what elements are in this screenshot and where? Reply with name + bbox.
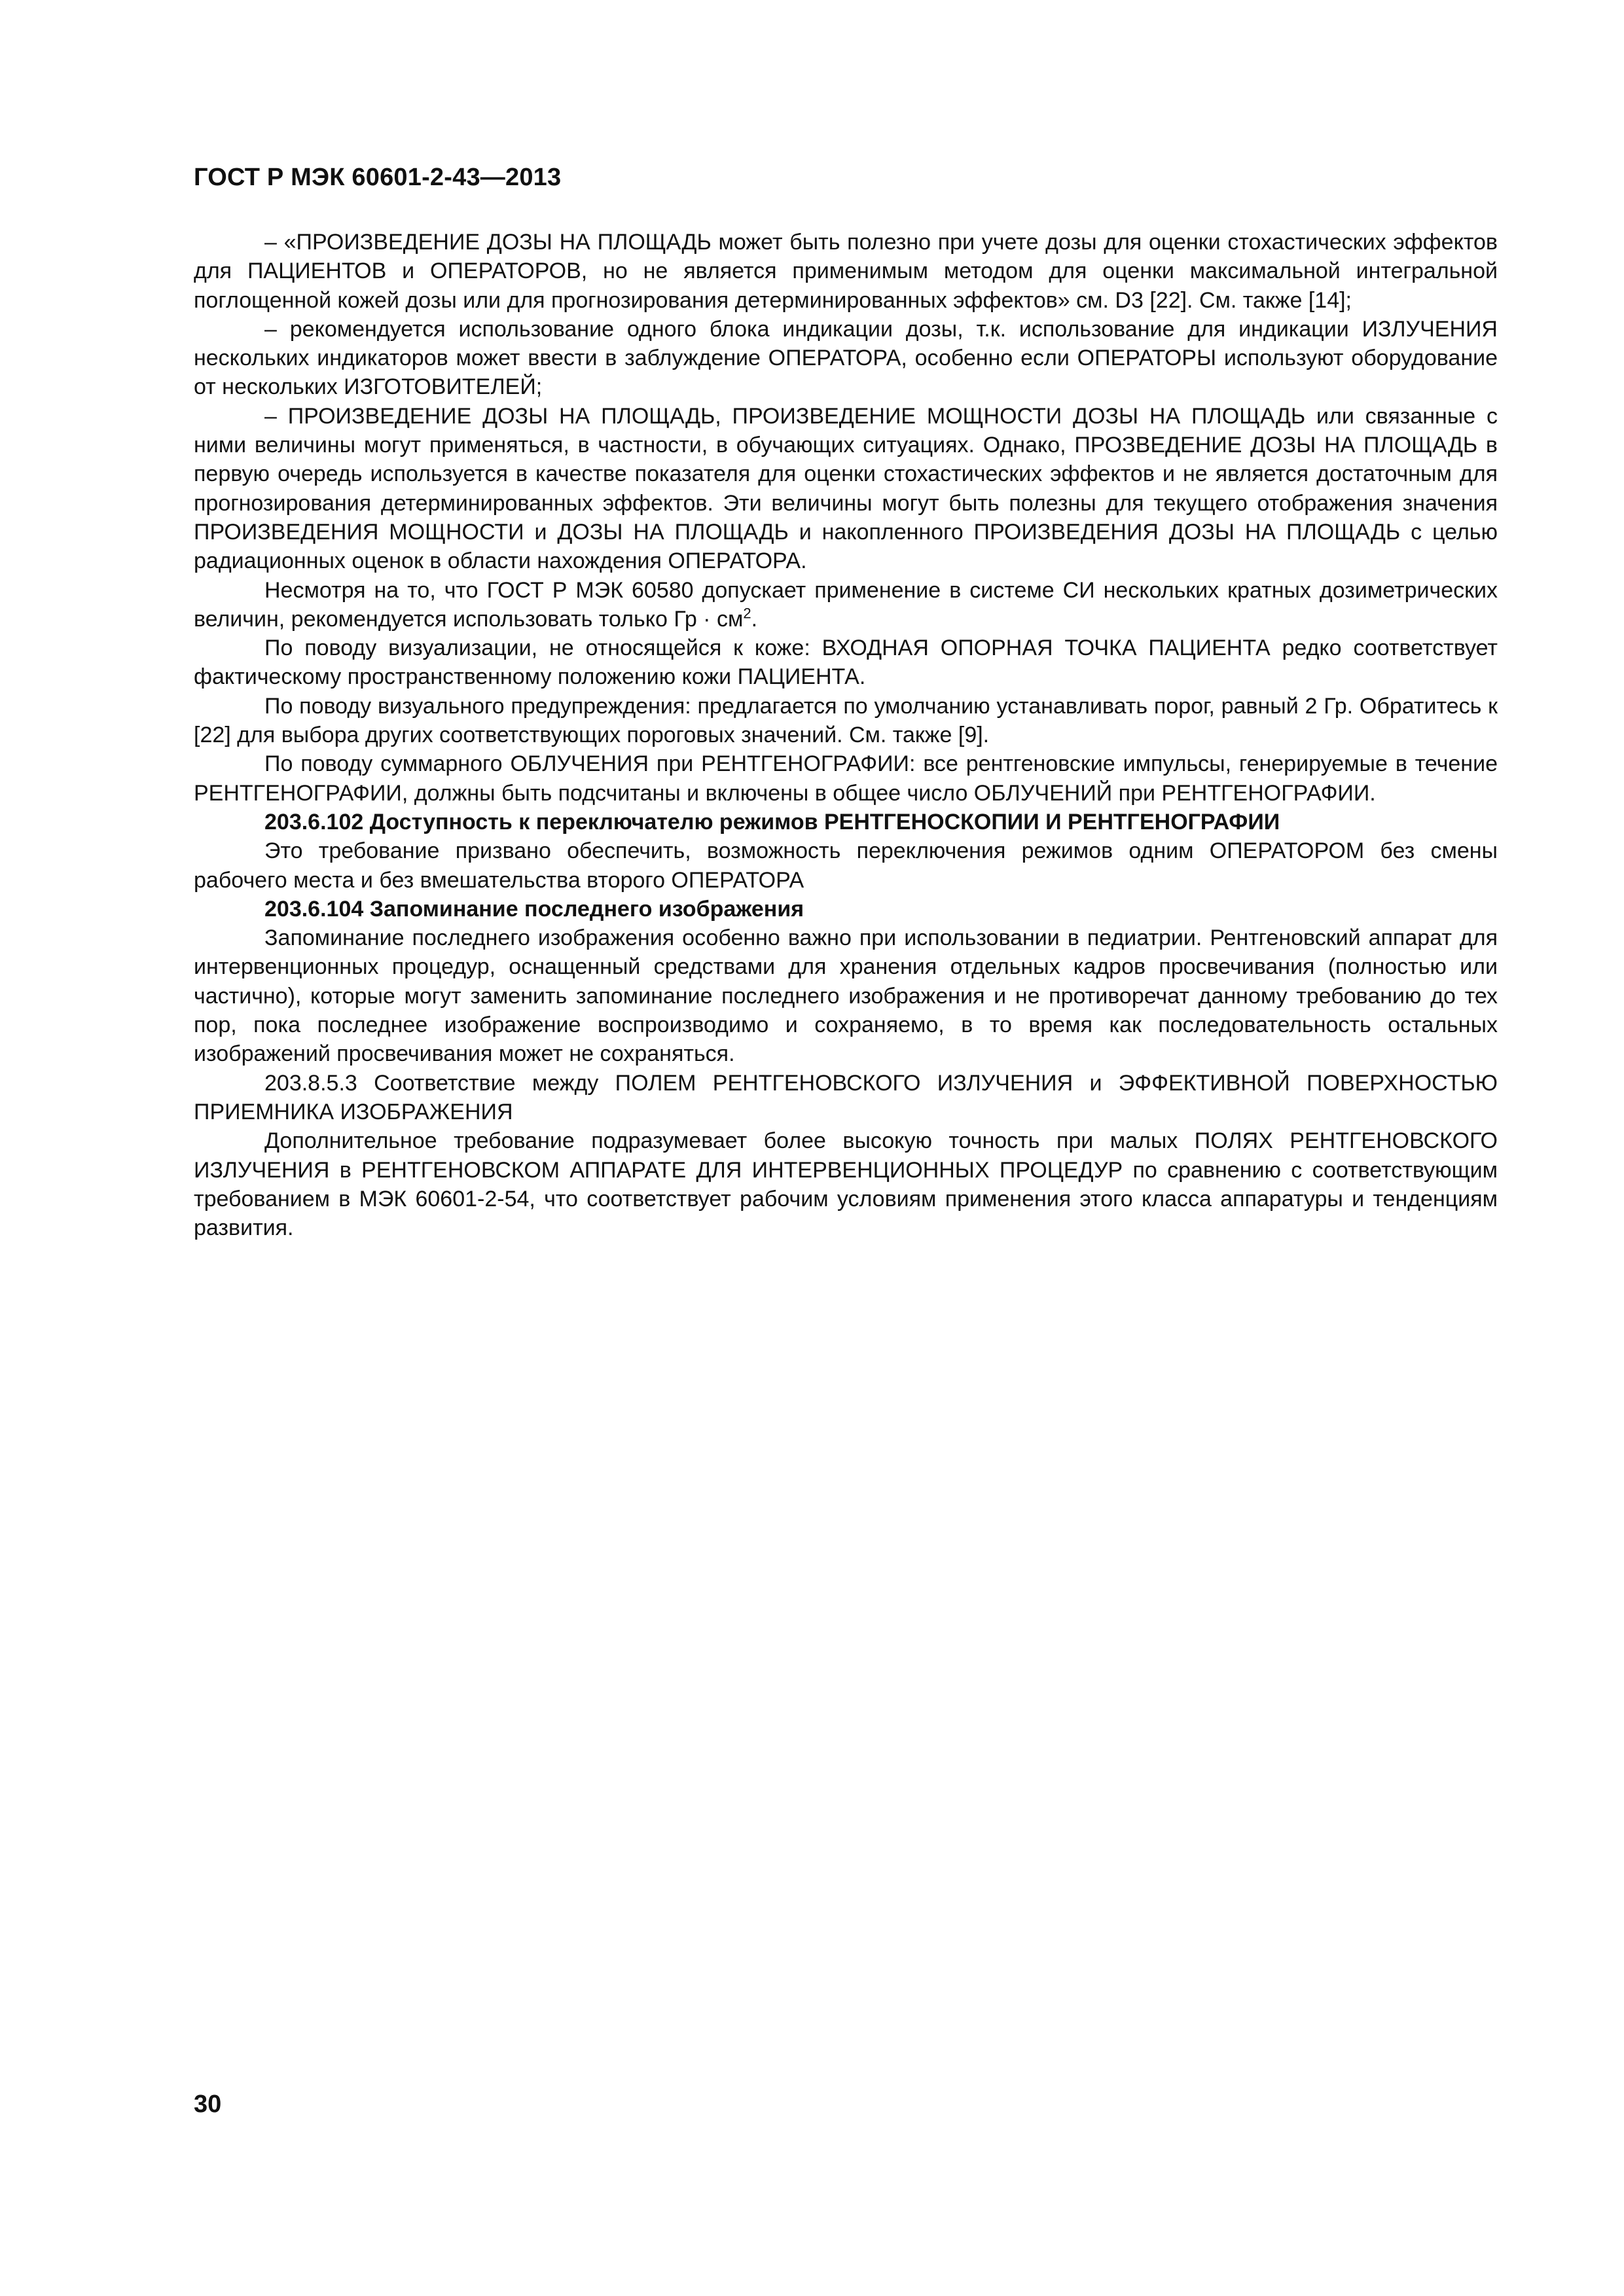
paragraph-si-units-end: .: [751, 606, 758, 632]
paragraph-non-skin-imaging: По поводу визуализации, не относящейся к коже: ВХОДНАЯ ОПОРНАЯ ТОЧКА ПАЦИЕНТА редко соответствует фактическому пространственному положению кожи ПАЦИЕНТА.: [194, 636, 1498, 690]
page-number: 30: [194, 2090, 222, 2118]
paragraph-dap-training: – ПРОИЗВЕДЕНИЕ ДОЗЫ НА ПЛОЩАДЬ, ПРОИЗВЕДЕНИЕ МОЩНОСТИ ДОЗЫ НА ПЛОЩАДЬ или связанные с ними величины могут применяться, в частности, в обучающих ситуациях. Однако, ПРОЗВЕДЕНИЕ ДОЗЫ НА ПЛОЩАДЬ в первую очередь используется в качестве показателя для оценки стохастических эффектов и не является достаточным для прогнозирования детерминированных эффектов. Эти величины могут быть полезны для текущего отображения значения ПРОИЗВЕДЕНИЯ МОЩНОСТИ и ДОЗЫ НА ПЛОЩАДЬ и накопленного ПРОИЗВЕДЕНИЯ ДОЗЫ НА ПЛОЩАДЬ с целью радиационных оценок в области нахождения ОПЕРАТОРА.: [194, 403, 1498, 574]
section-title-203-8-5-3: 203.8.5.3 Соответствие между ПОЛЕМ РЕНТГЕНОВСКОГО ИЗЛУЧЕНИЯ и ЭФФЕКТИВНОЙ ПОВЕРХНОСТЬЮ ПРИЕМНИКА ИЗОБРАЖЕНИЯ: [194, 1070, 1498, 1124]
paragraph-field-accuracy: Дополнительное требование подразумевает более высокую точность при малых ПОЛЯХ РЕНТГЕНОВСКОГО ИЗЛУЧЕНИЯ в РЕНТГЕНОВСКОМ АППАРАТЕ ДЛЯ ИНТЕРВЕНЦИОННЫХ ПРОЦЕДУР по сравнению с соответствующим требованием в МЭК 60601-2-54, что соответствует рабочим условиям применения этого класса аппаратуры и тенденциям развития.: [194, 1128, 1498, 1241]
paragraph-si-units-text: Несмотря на то, что ГОСТ Р МЭК 60580 допускает применение в системе СИ нескольких кратных дозиметрических величин, рекомендуется использовать только Гр · см: [194, 577, 1498, 632]
paragraph-cumulative-exposure: По поводу суммарного ОБЛУЧЕНИЯ при РЕНТГЕНОГРАФИИ: все рентгеновские импульсы, генерируемые в течение РЕНТГЕНОГРАФИИ, должны быть подсчитаны и включены в общее число ОБЛУЧЕНИЙ при РЕНТГЕНОГРАФИИ.: [194, 751, 1498, 806]
section-heading-203-6-102: 203.6.102 Доступность к переключателю режимов РЕНТГЕНОСКОПИИ И РЕНТГЕНОГРАФИИ: [264, 809, 1280, 834]
paragraph-mode-switch: Это требование призвано обеспечить, возможность переключения режимов одним ОПЕРАТОРОМ без смены рабочего места и без вмешательства второго ОПЕРАТОРА: [194, 838, 1498, 893]
document-body: [194, 228, 1498, 1242]
paragraph-si-units: [194, 576, 1498, 634]
paragraph-visual-warning: По поводу визуального предупреждения: предлагается по умолчанию устанавливать порог, равный 2 Гр. Обратитесь к [22] для выбора других соответствующих пороговых значений. См. также [9].: [194, 693, 1498, 748]
paragraph-dap-stochastic: – «ПРОИЗВЕДЕНИЕ ДОЗЫ НА ПЛОЩАДЬ может быть полезно при учете дозы для оценки стохастических эффектов для ПАЦИЕНТОВ и ОПЕРАТОРОВ, но не является применимым методом для оценки максимальной интегральной поглощенной кожей дозы или для прогнозирования детерминированных эффектов» см. D3 [22]. См. также [14];: [194, 230, 1498, 313]
document-header: ГОСТ Р МЭК 60601-2-43—2013: [194, 164, 562, 191]
section-heading-203-6-104: 203.6.104 Запоминание последнего изображения: [264, 896, 804, 922]
paragraph-single-dose-indicator: – рекомендуется использование одного блока индикации дозы, т.к. использование для индикации ИЗЛУЧЕНИЯ нескольких индикаторов может ввести в заблуждение ОПЕРАТОРА, особенно если ОПЕРАТОРЫ используют оборудование от нескольких ИЗГОТОВИТЕЛЕЙ;: [194, 316, 1498, 400]
superscript-exponent: 2: [743, 605, 751, 622]
paragraph-last-image-hold: Запоминание последнего изображения особенно важно при использовании в педиатрии. Рентгеновский аппарат для интервенционных процедур, оснащенный средствами для хранения отдельных кадров просвечивания (полностью или частично), которые могут заменить запоминание последнего изображения и не противоречат данному требованию до тех пор, пока последнее изображение воспроизводимо и сохраняемо, в то время как последовательность остальных изображений просвечивания может не сохраняться.: [194, 925, 1498, 1067]
